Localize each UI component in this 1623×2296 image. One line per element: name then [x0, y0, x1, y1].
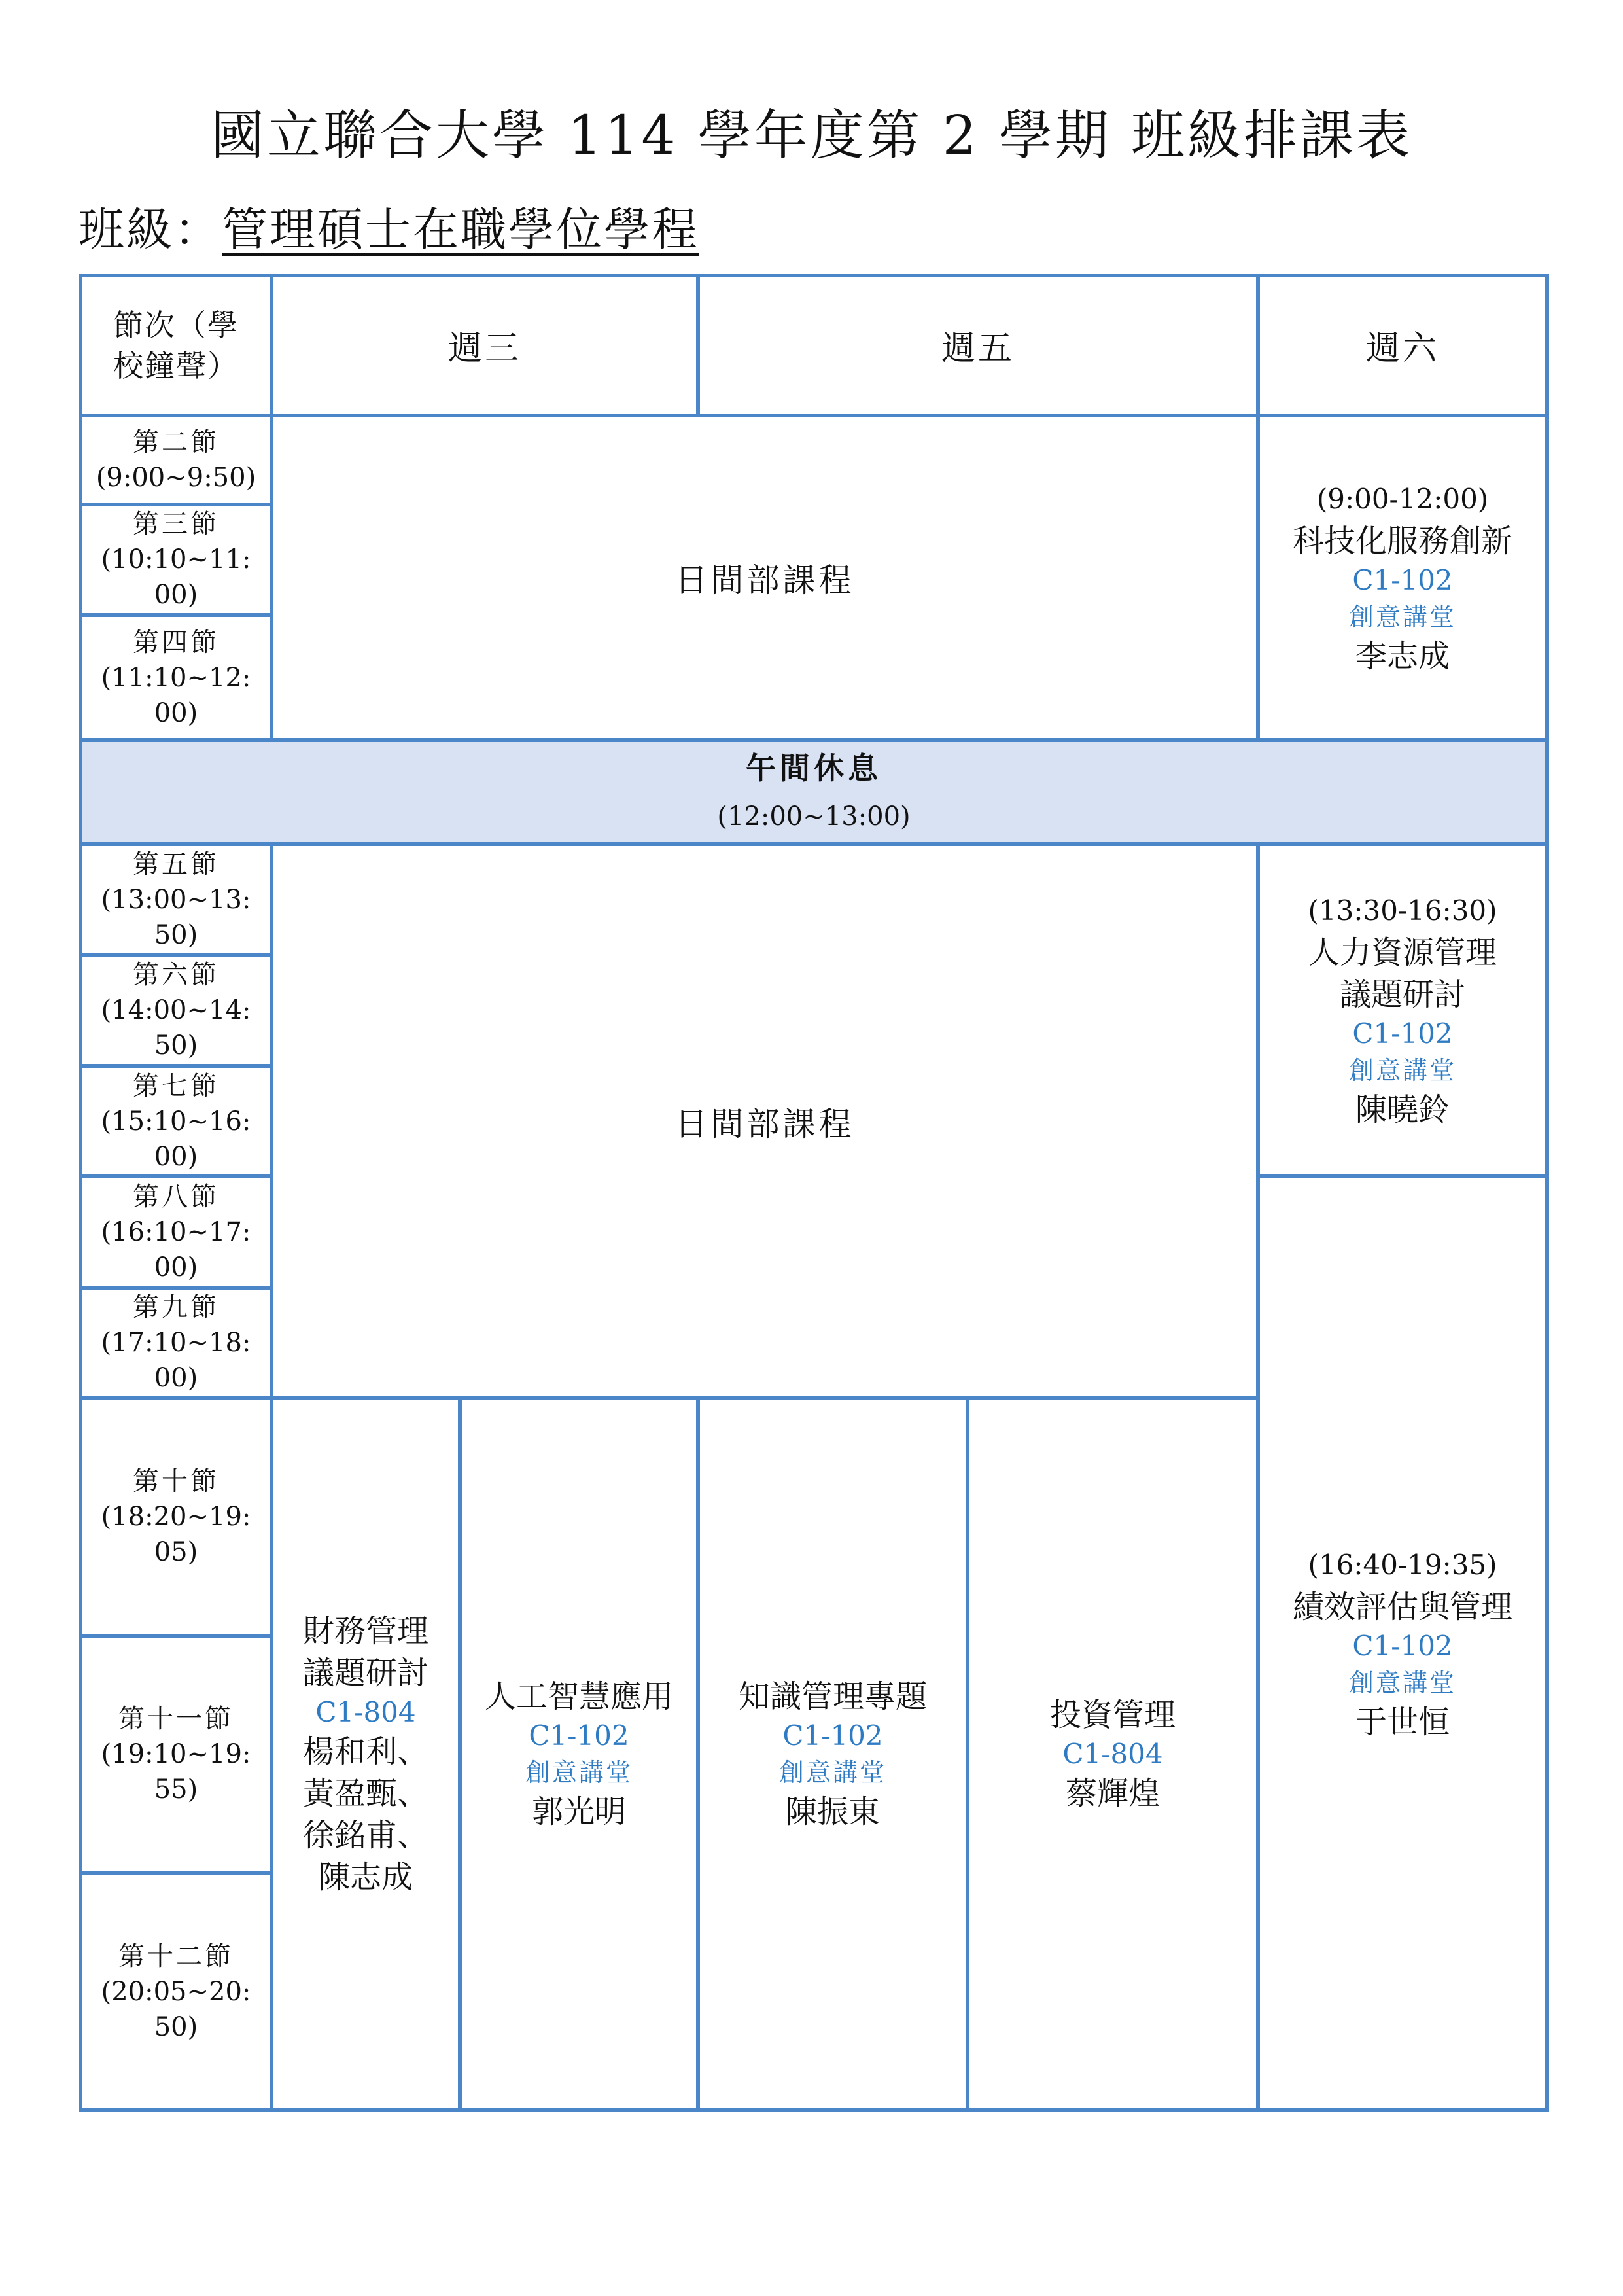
wed-ai-course: 人工智慧應用 C1-102 創意講堂 郭光明: [460, 1398, 698, 2110]
page-title: 國立聯合大學 114 學年度第 2 學期 班級排課表: [210, 105, 1412, 167]
period-cell: 第十一節 (19:10~19:55): [80, 1636, 271, 1873]
header-row: [80, 275, 1547, 415]
lunch-time: (12:00~13:00): [717, 801, 911, 832]
period-row: [80, 844, 1547, 955]
header-fri: 週五: [698, 275, 1258, 415]
period-cell: 第四節 (11:10~12:00): [80, 615, 271, 740]
period-cell: 第六節 (14:00~14:50): [80, 955, 271, 1066]
period-row: [80, 415, 1547, 504]
period-cell: 第九節 (17:10~18:00): [80, 1288, 271, 1398]
lunch-row: [80, 740, 1547, 844]
period-cell: 第五節 (13:00~13:50): [80, 844, 271, 955]
period-cell: 第十節 (18:20~19:05): [80, 1398, 271, 1636]
sat-afternoon-course: (13:30-16:30) 人力資源管理 議題研討 C1-102 創意講堂 陳曉鈴: [1258, 844, 1547, 1176]
header-sat: 週六: [1258, 275, 1547, 415]
lunch-label: 午間休息: [746, 750, 882, 786]
fri-invest-course: 投資管理 C1-804 蔡輝煌: [968, 1398, 1258, 2110]
period-cell: 第二節 (9:00~9:50): [80, 415, 271, 504]
class-label: 班級：: [79, 203, 222, 256]
period-cell: 第三節 (10:10~11:00): [80, 504, 271, 615]
header-wed: 週三: [271, 275, 698, 415]
period-cell: 第七節 (15:10~16:00): [80, 1066, 271, 1176]
sat-evening-course: (16:40-19:35) 績效評估與管理 C1-102 創意講堂 于世恒: [1258, 1176, 1547, 2110]
wed-finance-course: 財務管理 議題研討 C1-804 楊和利、 黃盈甄、 徐銘甫、 陳志成: [271, 1398, 460, 2110]
lunch-break: [80, 740, 1547, 844]
period-cell: 第十二節 (20:05~20:50): [80, 1873, 271, 2110]
class-name: 管理碩士在職學位學程: [222, 203, 699, 256]
day-program-afternoon: 日間部課程: [271, 844, 1258, 1398]
fri-km-course: 知識管理專題 C1-102 創意講堂 陳振東: [698, 1398, 968, 2110]
sat-morning-course: (9:00-12:00) 科技化服務創新 C1-102 創意講堂 李志成: [1258, 415, 1547, 741]
header-period: 節次（學校鐘聲）: [80, 275, 271, 415]
day-program-morning: 日間部課程: [271, 415, 1258, 741]
class-line: [79, 193, 699, 259]
schedule-table: [79, 274, 1549, 2112]
period-cell: 第八節 (16:10~17:00): [80, 1176, 271, 1287]
